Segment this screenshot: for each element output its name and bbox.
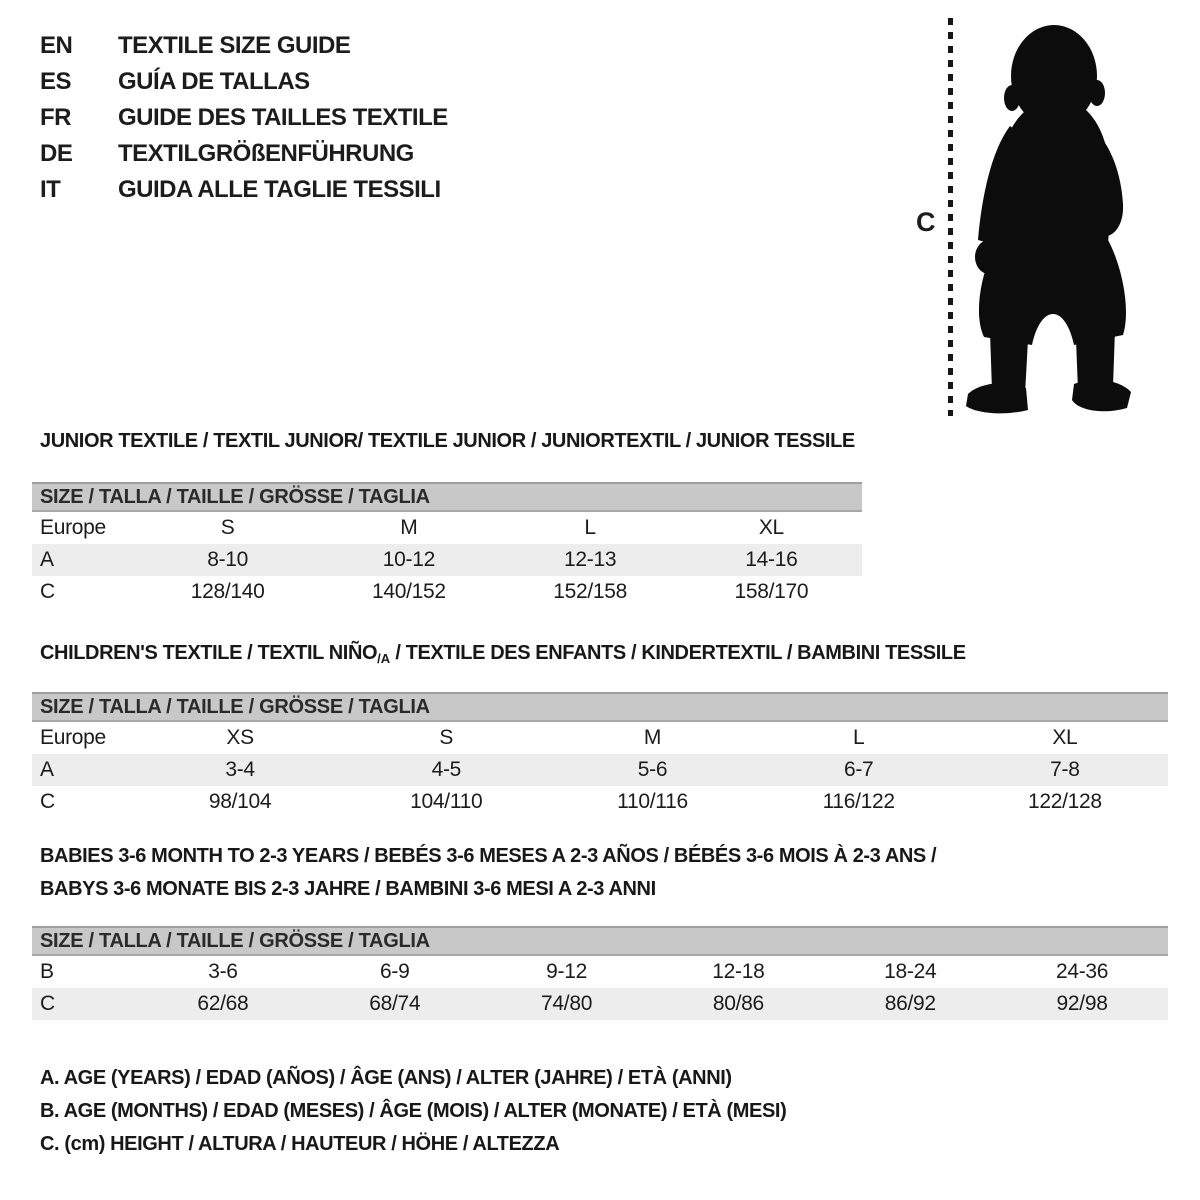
size-header-bar: SIZE / TALLA / TAILLE / GRÖSSE / TAGLIA — [32, 482, 862, 512]
language-title: GUÍA DE TALLAS — [118, 68, 310, 95]
babies-section-title-line2: BABYS 3-6 MONATE BIS 2-3 JAHRE / BAMBINI 3-6 MESI A 2-3 ANNI — [40, 878, 656, 900]
language-row-it — [40, 172, 448, 208]
language-code: FR — [40, 104, 71, 131]
height-value: 110/116 — [617, 790, 688, 813]
age-value: 12-13 — [564, 548, 617, 571]
children-size-table — [32, 692, 1168, 818]
size-value: L — [584, 516, 596, 539]
size-value: S — [220, 516, 235, 539]
height-value: 122/128 — [1027, 790, 1102, 813]
height-value: 74/80 — [541, 992, 593, 1015]
age-value: 7-8 — [1050, 758, 1080, 781]
age-value: 6-7 — [843, 758, 874, 781]
size-value: M — [643, 726, 662, 749]
language-code: EN — [40, 32, 73, 59]
table-row-age-years — [32, 544, 862, 576]
size-header-bar: SIZE / TALLA / TAILLE / GRÖSSE / TAGLIA — [32, 692, 1168, 722]
table-row-height-cm — [32, 576, 862, 608]
height-value: 158/170 — [734, 580, 809, 603]
table-row-age-months — [32, 956, 1168, 988]
language-title: GUIDE DES TAILLES TEXTILE — [118, 104, 448, 131]
height-value: 104/110 — [410, 790, 483, 813]
age-months-value: 3-6 — [208, 960, 238, 983]
children-section-title — [40, 642, 966, 666]
age-value: 3-4 — [225, 758, 255, 781]
children-title-rest: / TEXTILE DES ENFANTS / KINDERTEXTIL / BAMBINI TESSILE — [390, 642, 966, 664]
height-value: 116/122 — [822, 790, 895, 813]
row-label: C — [40, 790, 55, 813]
age-value: 8-10 — [207, 548, 249, 571]
height-value: 128/140 — [190, 580, 265, 603]
language-row-es — [40, 64, 448, 100]
babies-size-table — [32, 926, 1168, 1020]
table-row-height-cm — [32, 988, 1168, 1020]
age-value: 4-5 — [431, 758, 462, 781]
height-value: 92/98 — [1056, 992, 1108, 1015]
table-row-europe — [32, 722, 1168, 754]
children-title-main: CHILDREN'S TEXTILE / TEXTIL NIÑO — [40, 642, 378, 664]
height-value: 62/68 — [197, 992, 249, 1015]
babies-section-title-line1: BABIES 3-6 MONTH TO 2-3 YEARS / BEBÉS 3-6 MESES A 2-3 AÑOS / BÉBÉS 3-6 MOIS À 2-3 ANS / — [40, 845, 937, 867]
measurement-legend — [40, 1062, 786, 1161]
height-value: 86/92 — [884, 992, 936, 1015]
height-measure-label: C — [916, 207, 936, 237]
language-title: TEXTILGRÖßENFÜHRUNG — [118, 140, 414, 167]
row-label: C — [40, 580, 55, 603]
age-value: 14-16 — [745, 548, 798, 571]
row-label: Europe — [40, 516, 106, 539]
size-value: XL — [1052, 726, 1078, 749]
size-header-bar: SIZE / TALLA / TAILLE / GRÖSSE / TAGLIA — [32, 926, 1168, 956]
language-title: GUIDA ALLE TAGLIE TESSILI — [118, 176, 441, 203]
junior-section-title: JUNIOR TEXTILE / TEXTIL JUNIOR/ TEXTILE JUNIOR / JUNIORTEXTIL / JUNIOR TESSILE — [40, 430, 855, 452]
age-months-value: 18-24 — [884, 960, 937, 983]
height-value: 68/74 — [369, 992, 421, 1015]
toddler-silhouette — [962, 14, 1142, 420]
language-code: IT — [40, 176, 61, 203]
age-months-value: 9-12 — [546, 960, 587, 983]
height-value: 152/158 — [553, 580, 628, 603]
age-months-value: 6-9 — [380, 960, 410, 983]
language-row-de — [40, 136, 448, 172]
height-value: 98/104 — [208, 790, 272, 813]
row-label: C — [40, 992, 55, 1015]
row-label: A — [40, 758, 54, 781]
height-measure-dashed-line — [948, 18, 953, 416]
language-title: TEXTILE SIZE GUIDE — [118, 32, 351, 59]
size-value: XL — [758, 516, 784, 539]
language-code: DE — [40, 140, 73, 167]
height-value: 140/152 — [371, 580, 446, 603]
size-value: M — [400, 516, 418, 539]
row-label: Europe — [40, 726, 106, 749]
size-value: L — [853, 726, 865, 749]
legend-line-b: B. AGE (MONTHS) / EDAD (MESES) / ÂGE (MOIS) / ALTER (MONATE) / ETÀ (MESI) — [40, 1100, 787, 1122]
table-row-height-cm — [32, 786, 1168, 818]
size-value: XS — [226, 726, 254, 749]
age-months-value: 12-18 — [712, 960, 765, 983]
age-value: 10-12 — [382, 548, 435, 571]
language-title-list — [40, 28, 448, 208]
age-months-value: 24-36 — [1055, 960, 1109, 983]
language-row-en — [40, 28, 448, 64]
row-label: A — [40, 548, 54, 571]
language-row-fr — [40, 100, 448, 136]
table-row-europe — [32, 512, 862, 544]
language-code: ES — [40, 68, 72, 95]
legend-line-c: C. (cm) HEIGHT / ALTURA / HAUTEUR / HÖHE / ALTEZZA — [40, 1133, 560, 1155]
age-value: 5-6 — [637, 758, 668, 781]
legend-line-a: A. AGE (YEARS) / EDAD (AÑOS) / ÂGE (ANS) / ALTER (JAHRE) / ETÀ (ANNI) — [40, 1067, 732, 1089]
children-title-subscript: /A — [377, 651, 391, 666]
size-value: S — [439, 726, 454, 749]
table-row-age-years — [32, 754, 1168, 786]
row-label: B — [40, 960, 54, 983]
height-value: 80/86 — [712, 992, 764, 1015]
junior-size-table — [32, 482, 862, 608]
